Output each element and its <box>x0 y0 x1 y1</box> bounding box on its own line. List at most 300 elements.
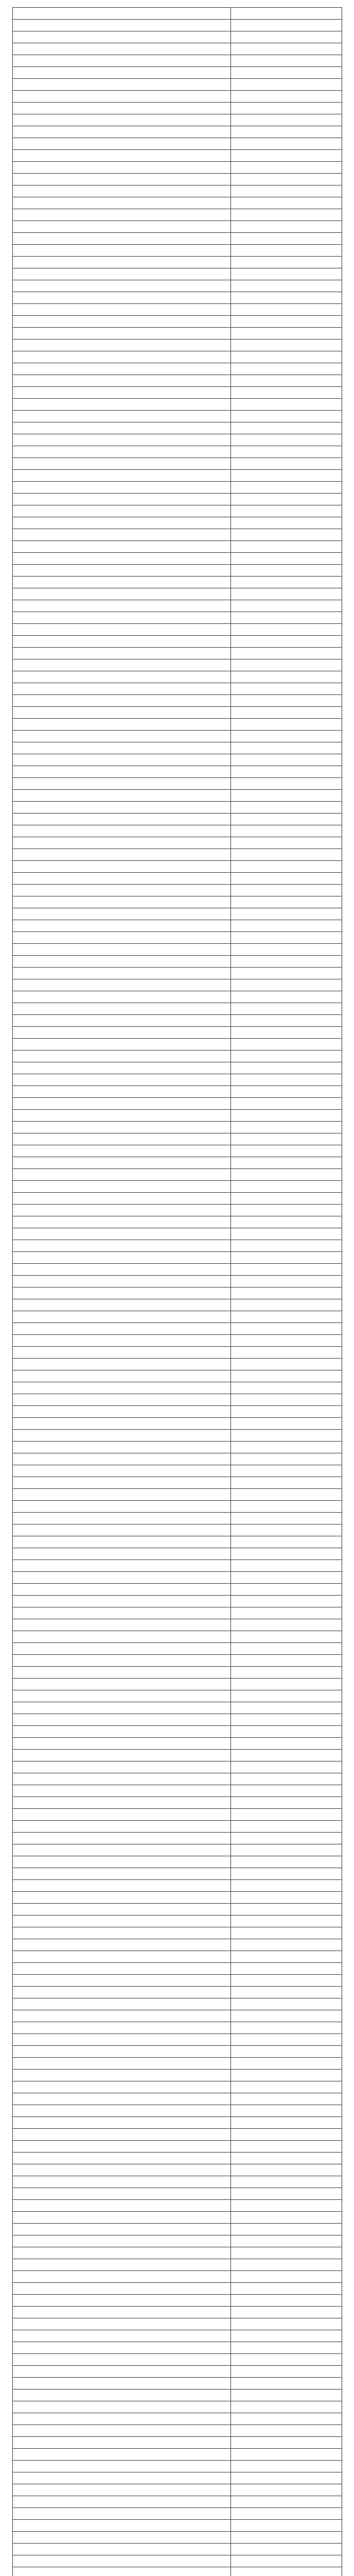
organization-name-cell <box>12 1098 231 1110</box>
organization-name-cell <box>12 174 231 185</box>
table-row <box>12 1785 342 1797</box>
table-row <box>12 2224 342 2235</box>
table-row <box>12 1453 342 1465</box>
status-cell <box>231 2318 342 2330</box>
organization-name-cell <box>12 1347 231 1359</box>
organization-name-cell <box>12 849 231 861</box>
organization-name-cell <box>12 1797 231 1809</box>
organization-name-cell <box>12 1335 231 1347</box>
table-row <box>12 742 342 754</box>
table-row <box>12 2081 342 2093</box>
status-cell <box>231 2532 342 2544</box>
table-row <box>12 920 342 932</box>
table-row <box>12 2129 342 2141</box>
status-cell <box>231 624 342 636</box>
organization-name-cell <box>12 150 231 162</box>
table-row <box>12 1513 342 1524</box>
table-row <box>12 2188 342 2200</box>
organization-name-cell <box>12 1868 231 1880</box>
organization-name-cell <box>12 2295 231 2307</box>
status-cell <box>231 1951 342 1963</box>
organization-name-cell <box>12 2176 231 2188</box>
table-row <box>12 2461 342 2472</box>
organization-name-cell <box>12 1892 231 1904</box>
table-row <box>12 1418 342 1430</box>
table-row <box>12 221 342 233</box>
status-cell <box>231 814 342 825</box>
organization-name-cell <box>12 1287 231 1299</box>
status-cell <box>231 1572 342 1584</box>
table-row <box>12 1560 342 1572</box>
table-row <box>12 1489 342 1501</box>
status-cell <box>231 719 342 731</box>
status-cell <box>231 1939 342 1951</box>
status-cell <box>231 209 342 221</box>
organization-name-cell <box>12 2105 231 2117</box>
status-cell <box>231 1465 342 1477</box>
table-row <box>12 1086 342 1098</box>
status-cell <box>231 2520 342 2532</box>
table-row <box>12 399 342 411</box>
organization-name-cell <box>12 861 231 873</box>
status-cell <box>231 470 342 482</box>
table-row <box>12 1394 342 1406</box>
organization-name-cell <box>12 2010 231 2022</box>
table-row <box>12 1276 342 1287</box>
organization-name-cell <box>12 2022 231 2034</box>
table-row <box>12 2366 342 2378</box>
status-cell <box>231 861 342 873</box>
status-cell <box>231 577 342 588</box>
table-row <box>12 2164 342 2176</box>
organization-name-cell <box>12 517 231 529</box>
table-row <box>12 2235 342 2247</box>
status-cell <box>231 114 342 126</box>
status-cell <box>231 896 342 908</box>
status-cell <box>231 8 342 20</box>
status-cell <box>231 956 342 968</box>
table-row <box>12 1679 342 1690</box>
status-cell <box>231 885 342 896</box>
organization-name-cell <box>12 209 231 221</box>
status-cell <box>231 399 342 411</box>
table-row <box>12 1690 342 1702</box>
table-row <box>12 174 342 185</box>
table-row <box>12 2496 342 2508</box>
table-row <box>12 1181 342 1193</box>
table-row <box>12 2413 342 2425</box>
organization-name-cell <box>12 328 231 340</box>
table-row <box>12 197 342 209</box>
status-cell <box>231 1987 342 1998</box>
organization-name-cell <box>12 541 231 553</box>
table-row <box>12 1501 342 1513</box>
table-row <box>12 1584 342 1596</box>
table-row <box>12 126 342 138</box>
table-row <box>12 1714 342 1726</box>
status-cell <box>231 2034 342 2046</box>
status-cell <box>231 351 342 363</box>
table-row <box>12 636 342 648</box>
status-cell <box>231 1205 342 1216</box>
organization-name-cell <box>12 1442 231 1453</box>
status-cell <box>231 2010 342 2022</box>
table-row <box>12 849 342 861</box>
table-row <box>12 411 342 422</box>
organization-name-cell <box>12 1975 231 1987</box>
table-row <box>12 1821 342 1833</box>
organization-name-cell <box>12 2235 231 2247</box>
organization-name-cell <box>12 387 231 399</box>
status-cell <box>231 2093 342 2105</box>
status-cell <box>231 1631 342 1643</box>
organization-name-cell <box>12 434 231 446</box>
table-row <box>12 1939 342 1951</box>
organization-name-cell <box>12 908 231 920</box>
status-cell <box>231 1821 342 1833</box>
table-row <box>12 1809 342 1821</box>
table-row <box>12 600 342 612</box>
organization-name-cell <box>12 1465 231 1477</box>
table-row <box>12 482 342 494</box>
table-row <box>12 1465 342 1477</box>
organization-name-cell <box>12 1750 231 1761</box>
status-cell <box>231 31 342 43</box>
status-cell <box>231 150 342 162</box>
organization-name-cell <box>12 1821 231 1833</box>
organization-name-cell <box>12 1086 231 1098</box>
status-cell <box>231 1133 342 1145</box>
table-row <box>12 2567 342 2576</box>
table-row <box>12 1892 342 1904</box>
table-row <box>12 707 342 719</box>
organization-name-cell <box>12 2401 231 2413</box>
organization-name-cell <box>12 233 231 245</box>
table-row <box>12 245 342 257</box>
organization-name-cell <box>12 2283 231 2295</box>
table-row <box>12 968 342 979</box>
table-row <box>12 292 342 304</box>
status-cell <box>231 2235 342 2247</box>
organization-name-cell <box>12 956 231 968</box>
organization-name-cell <box>12 1240 231 1252</box>
status-cell <box>231 1584 342 1596</box>
status-cell <box>231 849 342 861</box>
organization-name-cell <box>12 529 231 541</box>
status-cell <box>231 1536 342 1548</box>
organization-name-cell <box>12 1690 231 1702</box>
status-cell <box>231 2058 342 2070</box>
organization-name-cell <box>12 742 231 754</box>
organization-name-cell <box>12 1607 231 1619</box>
status-cell <box>231 458 342 470</box>
status-cell <box>231 1892 342 1904</box>
status-cell <box>231 2117 342 2129</box>
status-cell <box>231 1702 342 1714</box>
status-cell <box>231 1193 342 1205</box>
status-cell <box>231 2449 342 2461</box>
table-row <box>12 1536 342 1548</box>
table-row <box>12 1370 342 1382</box>
table-row <box>12 43 342 55</box>
table-row <box>12 1975 342 1987</box>
table-row <box>12 434 342 446</box>
table-row <box>12 814 342 825</box>
status-cell <box>231 2105 342 2117</box>
organization-name-cell <box>12 221 231 233</box>
table-row <box>12 517 342 529</box>
status-cell <box>231 1927 342 1939</box>
organization-name-cell <box>12 2544 231 2555</box>
organization-name-cell <box>12 2318 231 2330</box>
organization-name-cell <box>12 185 231 197</box>
table-row <box>12 8 342 20</box>
status-cell <box>231 1228 342 1240</box>
table-row <box>12 2034 342 2046</box>
status-cell <box>231 1169 342 1181</box>
table-row <box>12 1916 342 1927</box>
table-row <box>12 1430 342 1442</box>
organization-name-cell <box>12 837 231 849</box>
table-row <box>12 1619 342 1631</box>
organization-name-cell <box>12 482 231 494</box>
table-row <box>12 766 342 778</box>
table-row <box>12 340 342 351</box>
organization-name-cell <box>12 20 231 31</box>
organization-name-cell <box>12 932 231 944</box>
table-row <box>12 529 342 541</box>
table-row <box>12 1193 342 1205</box>
table-row <box>12 375 342 387</box>
organization-name-cell <box>12 1003 231 1015</box>
table-row <box>12 908 342 920</box>
organization-name-cell <box>12 2567 231 2576</box>
status-cell <box>231 434 342 446</box>
table-row <box>12 1904 342 1916</box>
organization-name-cell <box>12 31 231 43</box>
organization-name-cell <box>12 1738 231 1750</box>
table-row <box>12 2058 342 2070</box>
table-row <box>12 2176 342 2188</box>
status-cell <box>231 1596 342 1607</box>
table-row <box>12 268 342 280</box>
table-row <box>12 2354 342 2366</box>
status-cell <box>231 541 342 553</box>
organization-name-cell <box>12 2555 231 2567</box>
status-cell <box>231 446 342 458</box>
organization-name-cell <box>12 636 231 648</box>
organization-name-cell <box>12 470 231 482</box>
organization-name-cell <box>12 719 231 731</box>
organization-name-cell <box>12 67 231 79</box>
organization-name-cell <box>12 2532 231 2544</box>
organization-name-cell <box>12 2484 231 2496</box>
status-cell <box>231 588 342 600</box>
organization-name-cell <box>12 1951 231 1963</box>
table-row <box>12 2342 342 2354</box>
table-row <box>12 79 342 91</box>
organization-name-cell <box>12 1074 231 1086</box>
organization-name-cell <box>12 766 231 778</box>
table-row <box>12 1572 342 1584</box>
organization-name-cell <box>12 695 231 707</box>
status-cell <box>231 2081 342 2093</box>
organization-name-cell <box>12 126 231 138</box>
status-cell <box>231 565 342 577</box>
status-cell <box>231 2141 342 2153</box>
table-row <box>12 2200 342 2212</box>
organization-name-cell <box>12 1963 231 1975</box>
organization-name-cell <box>12 2117 231 2129</box>
status-cell <box>231 505 342 517</box>
status-cell <box>231 2224 342 2235</box>
status-cell <box>231 494 342 505</box>
table-row <box>12 885 342 896</box>
organization-name-cell <box>12 1619 231 1631</box>
organization-name-cell <box>12 1513 231 1524</box>
table-row <box>12 1145 342 1157</box>
table-row <box>12 2378 342 2389</box>
status-cell <box>231 1856 342 1868</box>
organization-name-cell <box>12 588 231 600</box>
status-cell <box>231 529 342 541</box>
organization-name-cell <box>12 1453 231 1465</box>
organization-name-cell <box>12 1276 231 1287</box>
status-cell <box>231 873 342 885</box>
status-cell <box>231 1714 342 1726</box>
status-cell <box>231 1548 342 1560</box>
status-cell <box>231 221 342 233</box>
organization-name-cell <box>12 2034 231 2046</box>
status-cell <box>231 2022 342 2034</box>
status-cell <box>231 1761 342 1773</box>
organization-name-cell <box>12 2330 231 2342</box>
status-cell <box>231 1785 342 1797</box>
status-cell <box>231 790 342 802</box>
status-cell <box>231 1916 342 1927</box>
organization-name-cell <box>12 268 231 280</box>
table-row <box>12 470 342 482</box>
table-row <box>12 695 342 707</box>
status-cell <box>231 754 342 766</box>
status-cell <box>231 991 342 1003</box>
status-cell <box>231 1477 342 1489</box>
table-row <box>12 2437 342 2449</box>
table-row <box>12 932 342 944</box>
table-row <box>12 2318 342 2330</box>
table-row <box>12 1240 342 1252</box>
status-cell <box>231 174 342 185</box>
organization-name-cell <box>12 1880 231 1892</box>
status-cell <box>231 2378 342 2389</box>
table-row <box>12 1607 342 1619</box>
status-cell <box>231 1323 342 1335</box>
organization-name-cell <box>12 1643 231 1655</box>
table-row <box>12 588 342 600</box>
status-cell <box>231 1998 342 2010</box>
status-cell <box>231 340 342 351</box>
status-cell <box>231 1489 342 1501</box>
organization-name-cell <box>12 114 231 126</box>
organization-name-cell <box>12 446 231 458</box>
status-cell <box>231 1394 342 1406</box>
table-row <box>12 1122 342 1133</box>
organization-name-cell <box>12 802 231 814</box>
organization-name-cell <box>12 2271 231 2283</box>
table-row <box>12 446 342 458</box>
organization-name-cell <box>12 1833 231 1844</box>
table-row <box>12 2259 342 2271</box>
organization-name-cell <box>12 1252 231 1264</box>
organization-name-cell <box>12 1477 231 1489</box>
table-row <box>12 2093 342 2105</box>
organization-name-cell <box>12 1939 231 1951</box>
status-cell <box>231 802 342 814</box>
organization-name-cell <box>12 422 231 434</box>
organization-name-cell <box>12 612 231 624</box>
organization-name-cell <box>12 2354 231 2366</box>
organization-name-cell <box>12 1631 231 1643</box>
organization-name-cell <box>12 458 231 470</box>
table-row <box>12 2307 342 2318</box>
status-cell <box>231 375 342 387</box>
organization-name-cell <box>12 2520 231 2532</box>
status-cell <box>231 1359 342 1370</box>
table-row <box>12 2544 342 2555</box>
table-row <box>12 648 342 659</box>
table-row <box>12 2295 342 2307</box>
status-cell <box>231 837 342 849</box>
status-cell <box>231 825 342 837</box>
status-cell <box>231 411 342 422</box>
organization-name-cell <box>12 8 231 20</box>
organization-name-cell <box>12 2461 231 2472</box>
organization-name-cell <box>12 1501 231 1513</box>
table-row <box>12 1856 342 1868</box>
status-cell <box>231 1311 342 1323</box>
status-cell <box>231 1264 342 1276</box>
status-cell <box>231 1453 342 1465</box>
organization-name-cell <box>12 1382 231 1394</box>
table-row <box>12 162 342 174</box>
status-cell <box>231 1181 342 1193</box>
status-cell <box>231 1513 342 1524</box>
organization-name-cell <box>12 1489 231 1501</box>
status-cell <box>231 1880 342 1892</box>
table-row <box>12 2022 342 2034</box>
organization-name-cell <box>12 1264 231 1276</box>
organization-name-cell <box>12 2081 231 2093</box>
organization-name-cell <box>12 2378 231 2389</box>
organization-name-cell <box>12 1809 231 1821</box>
organization-name-cell <box>12 814 231 825</box>
organization-name-cell <box>12 304 231 316</box>
table-row <box>12 494 342 505</box>
status-cell <box>231 1382 342 1394</box>
organization-name-cell <box>12 1050 231 1062</box>
status-cell <box>231 1145 342 1157</box>
table-row <box>12 1951 342 1963</box>
table-row <box>12 114 342 126</box>
status-cell <box>231 67 342 79</box>
organization-name-cell <box>12 505 231 517</box>
table-row <box>12 979 342 991</box>
organization-name-cell <box>12 648 231 659</box>
status-cell <box>231 1690 342 1702</box>
organization-name-cell <box>12 968 231 979</box>
table-row <box>12 2117 342 2129</box>
table-row <box>12 505 342 517</box>
